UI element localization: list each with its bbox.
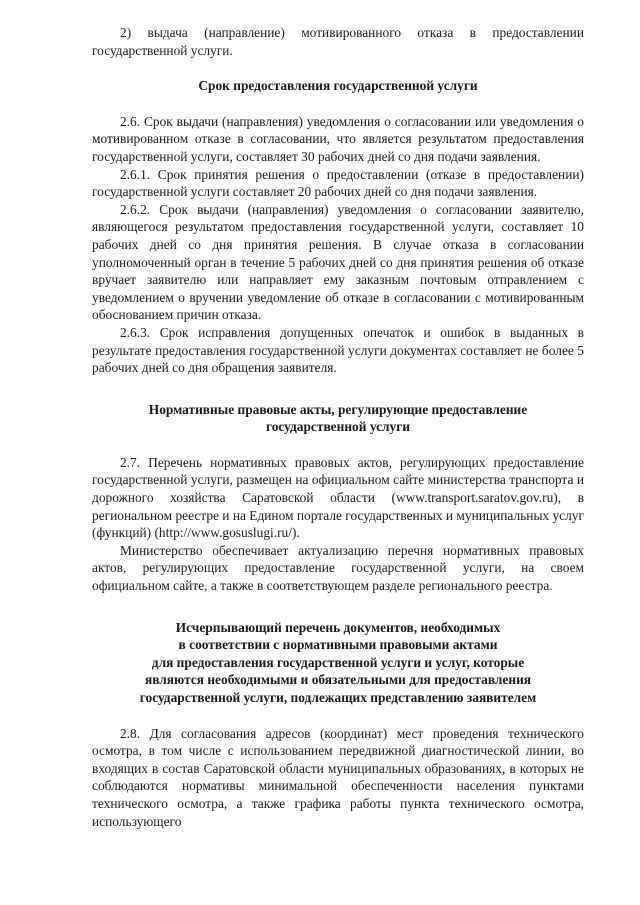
paragraph-2-6: 2.6. Срок выдачи (направления) уведомления о согласовании или уведомления о мотивированном отказе в согласовании, что является результатом предоставления государственной услуги, составляет 30 рабочих дней со дня подачи заявления. <box>92 113 584 164</box>
paragraph-2-8: 2.8. Для согласования адресов (координат) мест проведения технического осмотра, в том числе с использованием передвижной диагностической линии, во входящих в состав Саратовской области муниципальных образованиях, в которых не соблюдаются нормативы минимальной обеспеченности населения пунктами технического осмотра, а также графика работы пункта технического осмотра, использующего <box>92 725 584 829</box>
heading-legal-acts-line-1: Нормативные правовые акты, регулирующие предоставление <box>148 401 528 417</box>
heading-service-term: Срок предоставления государственной услуги <box>198 78 478 94</box>
heading-legal-acts-line-2: государственной услуги <box>265 419 411 435</box>
paragraph-ministry: Министерство обеспечивает актуализацию перечня нормативных правовых актов, регулирующих предоставление государственной услуги, на своем официальном сайте, а также в соответствующем разделе регионального реестра. <box>92 542 584 594</box>
heading-legal-acts <box>92 401 584 436</box>
paragraph-2-6-3: 2.6.3. Срок исправления допущенных опечаток и ошибок в выданных в результате предоставления государственной услуги документах составляет не более 5 рабочих дней со дня обращения заявителя. <box>92 324 584 376</box>
paragraph-2-6-1: 2.6.1. Срок принятия решения о предоставлении (отказе в предоставлении) государственной услуги составляет 20 рабочих дней со дня подачи заявления. <box>92 166 584 200</box>
heading-documents-list <box>92 619 584 707</box>
heading-documents-line-5: государственной услуги, подлежащих представлению заявителем <box>139 690 537 705</box>
heading-documents-line-1: Исчерпывающий перечень документов, необходимых <box>175 619 501 635</box>
paragraph-2-6-2: 2.6.2. Срок выдачи (направления) уведомления о согласовании заявителю, являющегося результатом предоставления государственной услуги, составляет 10 рабочих дней со дня принятия решения. В случае отказа в согласовании уполномоченный орган в течение 5 рабочих дней со дня принятия решения об отказе вручает заявителю или направляет ему заказным почтовым отправлением с уведомлением о вручении уведомление об отказе в согласовании с мотивированным обоснованием причин отказа. <box>92 201 584 323</box>
heading-documents-line-3: для предоставления государственной услуги и услуг, которые <box>151 654 525 670</box>
heading-documents-line-4: являются необходимыми и обязательными для предоставления <box>144 672 532 688</box>
paragraph-2-7: 2.7. Перечень нормативных правовых актов, регулирующих предоставление государственной услуги, размещен на официальном сайте министерства транспорта и дорожного хозяйства Саратовской области (www.transport.saratov.gov.ru), в региональном реестре и на Едином портале государственных и муниципальных услуг (функций) (http://www.gosuslugi.ru/). <box>92 454 584 541</box>
heading-documents-line-2: в соответствии с нормативными правовыми актами <box>178 637 498 653</box>
paragraph-2: 2) выдача (направление) мотивированного отказа в предоставлении государственной услуги. <box>92 25 584 58</box>
